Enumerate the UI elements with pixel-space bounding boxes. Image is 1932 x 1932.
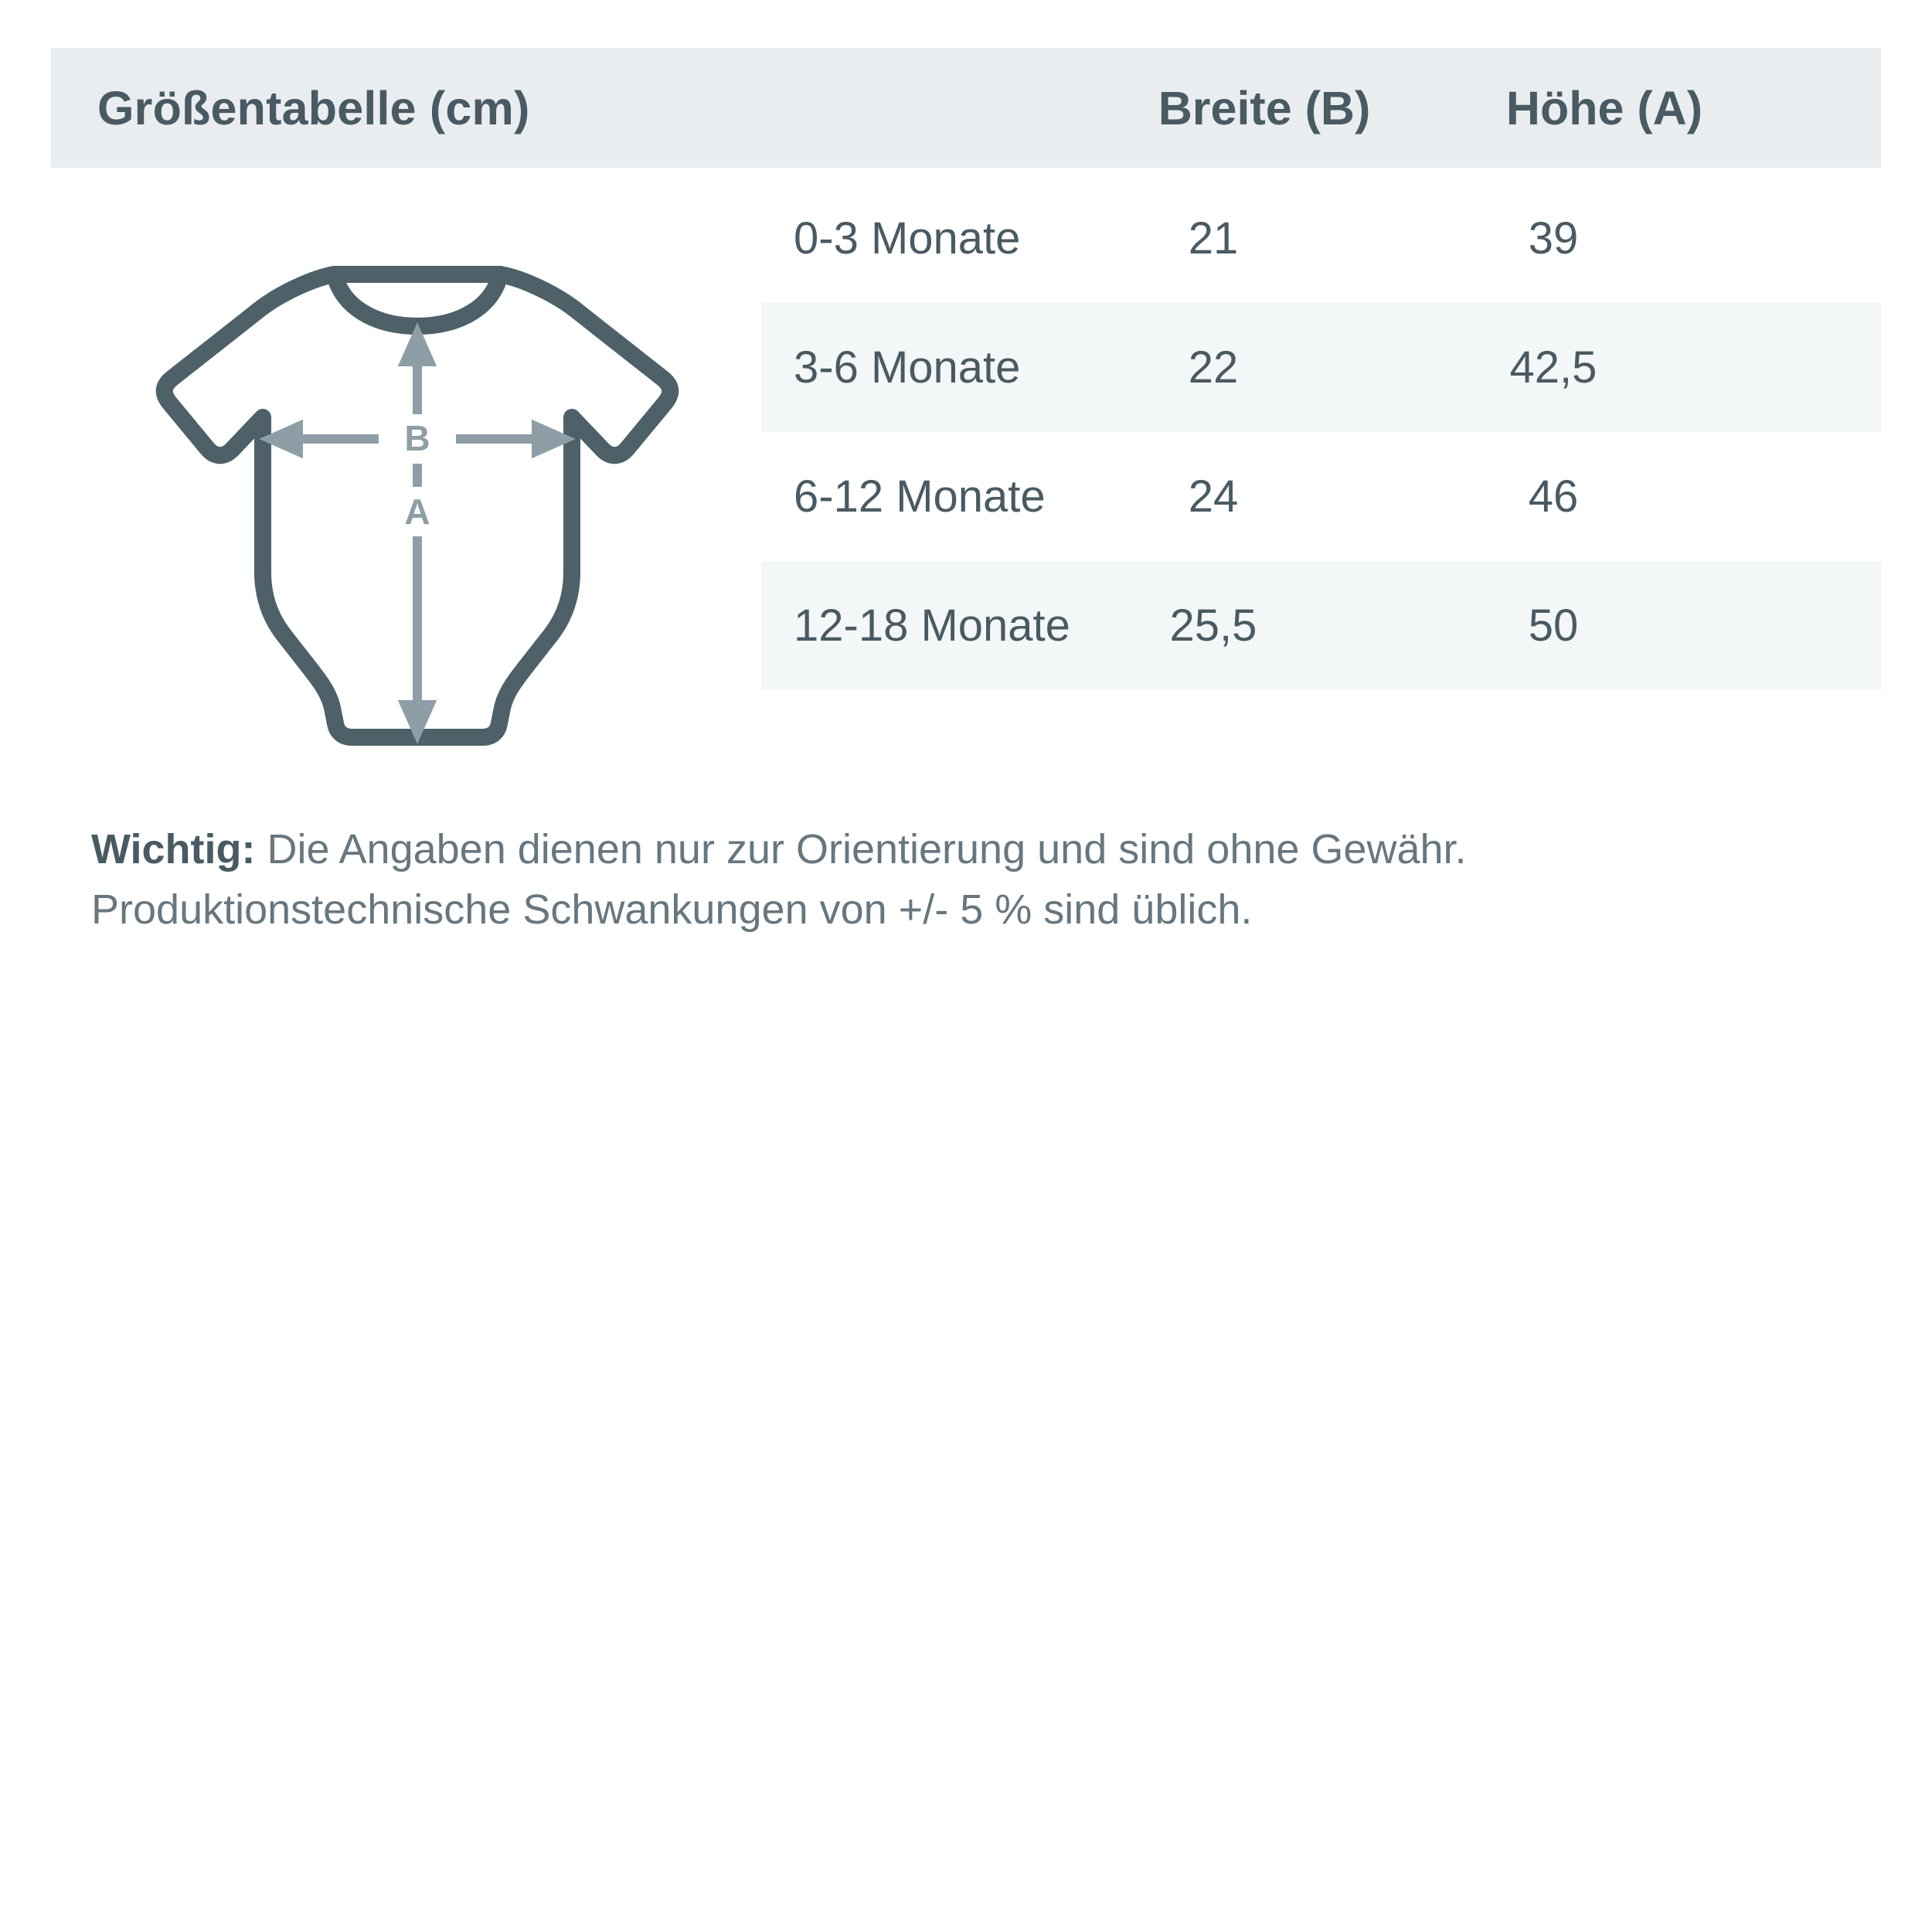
table-header-band	[51, 48, 1881, 168]
table-row	[761, 561, 1881, 690]
table-row	[761, 303, 1881, 432]
size-table-body	[761, 174, 1881, 690]
illustration-label-width: B	[404, 418, 430, 458]
column-header-height: Höhe (A)	[1505, 81, 1703, 134]
cell-width: 22	[1188, 342, 1239, 393]
cell-width: 24	[1188, 471, 1239, 522]
cell-height: 39	[1528, 213, 1579, 264]
footnote	[91, 819, 1869, 940]
cell-width: 21	[1188, 213, 1239, 264]
footnote-text: Die Angaben dienen nur zur Orientierung und sind ohne Gewähr. Produktionstechnische Schwankungen von +/- 5 % sind üblich.	[91, 826, 1467, 934]
cell-size: 6-12 Monate	[794, 471, 1046, 522]
cell-size: 12-18 Monate	[794, 600, 1070, 651]
footnote-lead: Wichtig:	[91, 826, 256, 872]
column-header-width: Breite (B)	[1158, 81, 1371, 134]
bodysuit-illustration	[147, 232, 688, 757]
cell-size: 0-3 Monate	[794, 213, 1021, 264]
table-header-row	[51, 48, 1881, 168]
cell-height: 50	[1528, 600, 1579, 651]
cell-size: 3-6 Monate	[794, 342, 1021, 393]
cell-width: 25,5	[1169, 600, 1257, 651]
table-row	[761, 174, 1881, 303]
cell-height: 42,5	[1509, 342, 1597, 393]
cell-height: 46	[1528, 471, 1579, 522]
illustration-label-height: A	[404, 492, 430, 532]
page-title: Größentabelle (cm)	[97, 81, 530, 134]
table-row	[761, 432, 1881, 561]
